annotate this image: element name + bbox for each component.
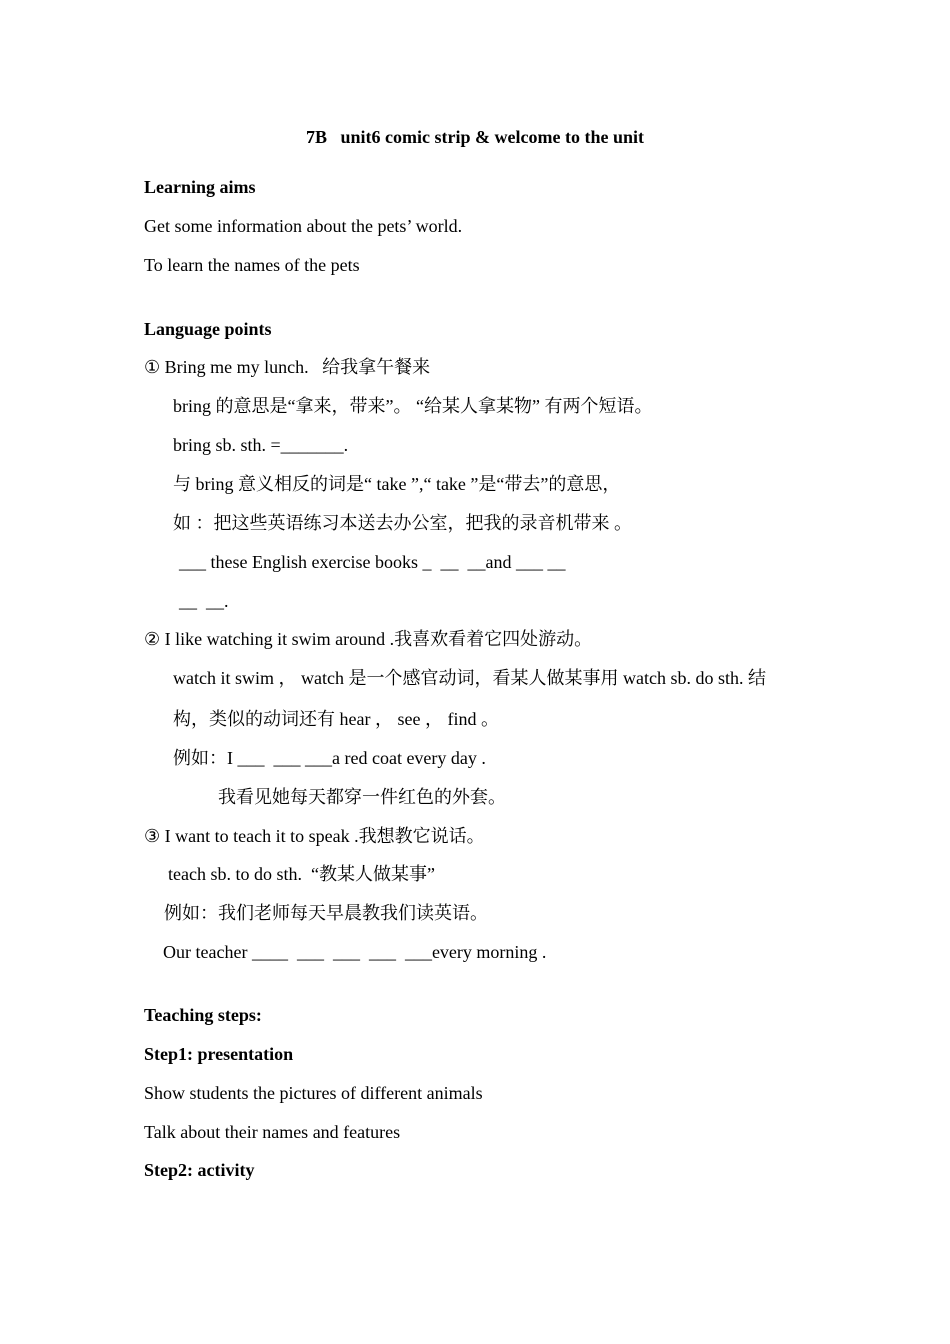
point-1-line: 与 bring 意义相反的词是“ take ”,“ take ”是“带去”的意思，: [173, 474, 621, 494]
point-3-line: teach sb. to do sth. “教某人做某事”: [168, 864, 435, 884]
learning-aim-line: To learn the names of the pets: [144, 255, 360, 275]
step-1-line: Show students the pictures of different animals: [144, 1083, 483, 1103]
point-1-heading: ① Bring me my lunch. 给我拿午餐来: [144, 357, 431, 377]
document-title: 7B unit6 comic strip & welcome to the unit: [306, 127, 644, 147]
point-2-line: watch it swim ， watch 是一个感官动词，看某人做某事用 watch sb. do sth. 结: [173, 668, 766, 688]
point-1-exercise: ___ these English exercise books _ __ __and ___ __: [179, 552, 566, 572]
point-1-line: bring sb. sth. =_______.: [173, 435, 349, 455]
point-3-exercise: Our teacher ____ ___ ___ ___ ___every morning .: [163, 942, 547, 962]
point-1-line: 如 ：把这些英语练习本送去办公室，把我的录音机带来 。: [173, 513, 632, 533]
point-2-line: 构，类似的动词还有 hear ， see ， find 。: [173, 709, 499, 729]
language-points-heading: Language points: [144, 319, 272, 339]
point-2-example: 例如：I ___ ___ ___a red coat every day .: [173, 748, 486, 768]
learning-aims-heading: Learning aims: [144, 177, 256, 197]
point-1-line: bring 的意思是“拿来，带来”。 “给某人拿某物” 有两个短语。: [173, 396, 653, 416]
point-2-translation: 我看见她每天都穿一件红色的外套。: [218, 787, 506, 807]
step-1-heading: Step1: presentation: [144, 1044, 294, 1064]
teaching-steps-heading: Teaching steps:: [144, 1005, 262, 1025]
point-2-heading: ② I like watching it swim around .我喜欢看着它四处游动。: [144, 629, 593, 649]
point-3-heading: ③ I want to teach it to speak .我想教它说话。: [144, 826, 485, 846]
step-1-line: Talk about their names and features: [144, 1122, 401, 1142]
point-3-example: 例如：我们老师每天早晨教我们读英语。: [164, 903, 488, 923]
point-1-exercise: __ __.: [179, 591, 229, 611]
step-2-heading: Step2: activity: [144, 1160, 255, 1180]
learning-aim-line: Get some information about the pets’ world.: [144, 216, 463, 236]
